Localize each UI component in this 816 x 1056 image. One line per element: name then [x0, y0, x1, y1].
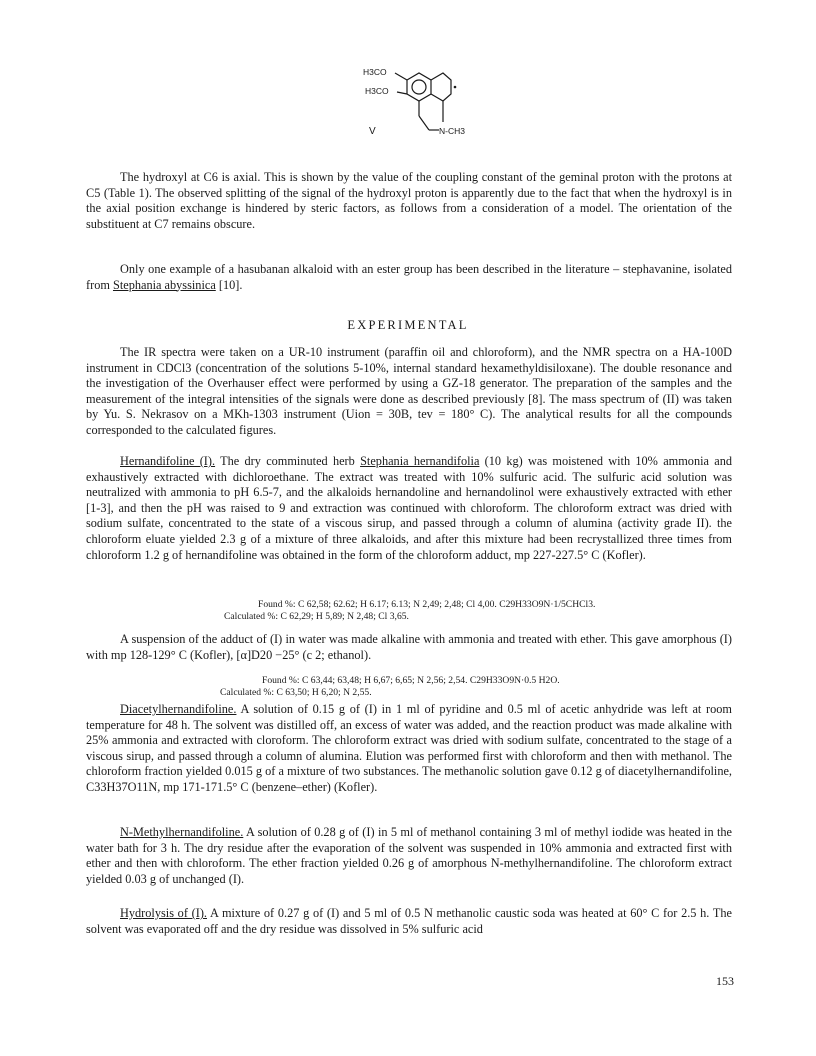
- subsection-title-hernandifoline: Hernandifoline (I).: [120, 454, 216, 468]
- paragraph-n-methyl: [86, 825, 732, 887]
- analysis-calculated-2: Calculated %: C 63,50; H 6,20; N 2,55.: [220, 687, 372, 698]
- subsection-title-diacetyl: Diacetylhernandifoline.: [120, 702, 237, 716]
- n-methyl-label: N-CH3: [439, 126, 465, 136]
- stereo-dot: [454, 86, 457, 89]
- paragraph-hydrolysis: [86, 906, 732, 937]
- page-number: 153: [716, 974, 734, 988]
- paragraph-hydrolysis-text: A mixture of 0.27 g of (I) and 5 ml of 0.5 N methanolic caustic soda was heated at 60° C for 2.5 h. The solvent was evaporated off and the dry residue was dissolved in 5% sulfuric acid: [86, 906, 732, 936]
- methoxy-label-top: H3CO: [363, 67, 387, 77]
- paragraph-hernandifoline-text-a: The dry comminuted herb: [215, 454, 361, 468]
- analysis-calculated-1: Calculated %: C 62,29; H 5,89; N 2,48; Cl 3,65.: [224, 611, 409, 622]
- paragraph-diacetyl-text: A solution of 0.15 g of (I) in 1 ml of pyridine and 0.5 ml of acetic anhydride was left at room temperature for 48 h. The solvent was distilled off, an excess of water was added, and the reaction product was made alkaline with 25% ammonia and extracted with cloroform. The chloroform extract was dried with sodium sulfate, concentrated to the stage of a viscous sirup, and passed through a column of alumina. Elution was performed first with chloroform and then with methanol. The chloroform fraction yielded 0.015 g of a mixture of two substances. The methanolic solution gave 0.12 g of diacetylhernandifoline, C33H37O11N, mp 171-171.5° C (benzene–ether) (Kofler).: [86, 702, 732, 794]
- subsection-title-n-methyl: N-Methylhernandifoline.: [120, 825, 244, 839]
- compound-label: V: [369, 126, 376, 137]
- paragraph-n-methyl-text: A solution of 0.28 g of (I) in 5 ml of methanol containing 3 ml of methyl iodide was heated in the water bath for 3 h. The dry residue after the evaporation of the solvent was suspended in 10% ammonia and extracted first with ether and then with chloroform. The ether fraction yielded 0.26 g of amorphous N-methylhernandifoline. The chloroform extract yielded 0.03 g of unchanged (I).: [86, 825, 732, 886]
- subsection-title-hydrolysis: Hydrolysis of (I).: [120, 906, 207, 920]
- paragraph-instruments: The IR spectra were taken on a UR-10 instrument (paraffin oil and chloroform), and the NMR spectra on a HA-100D instrument in CDCl3 (concentration of the solutions 5-10%, internal standard hexamethyldisiloxane). The double resonance and the investigation of the Overhauser effect were performed by using a GZ-18 generator. The preparation of the samples and the measurement of the integral intensities of the signals were done as described previously [8]. The mass spectrum of (II) was taken by Yu. S. Nekrasov on a MKh-1303 instrument (Uion = 30B, tev = 180° C). The analytical results for all the compounds corresponded to the calculated figures.: [86, 345, 732, 437]
- paragraph-diacetyl: [86, 702, 732, 796]
- methoxy-label-mid: H3CO: [365, 86, 389, 96]
- species-stephania-hernandifolia: Stephania hernandifolia: [360, 454, 480, 468]
- analysis-found-2: Found %: C 63,44; 63,48; H 6,67; 6,65; N 2,56; 2,54. C29H33O9N·0.5 H2O.: [262, 675, 560, 686]
- structure-bonds: [395, 73, 451, 130]
- reference-10: [10].: [215, 277, 243, 292]
- chemical-structure-v: [355, 58, 495, 148]
- paragraph-hernandifoline-text-b: (10 kg) was moistened with 10% ammonia and exhaustively extracted with dichloroethane. The extract was treated with 10% sulfuric acid. The sulfuric acid solution was neutralized with ammonia to pH 6.5-7, and the alkaloids hernandoline and hernandolinol were exhaustively extracted with ether [1-3], and then the pH was raised to 9 and extraction was continued with chloroform. The chloroform extract was dried with sodium sulfate, concentrated to the state of a viscous sirup, and passed through a column of alumina (activity grade II). the chloroform eluate yielded 2.3 g of a mixture of three alkaloids, and after this mixture had been recrystallized three times from chloroform 1.2 g of hernandifoline was obtained in the form of the chloroform adduct, mp 227-227.5° C (Kofler).: [86, 454, 732, 562]
- paragraph-hydroxyl: The hydroxyl at C6 is axial. This is shown by the value of the coupling constant of the geminal proton with the protons at C5 (Table 1). The observed splitting of the signal of the hydroxyl proton is apparently due to the fact that when the hydroxyl is in the axial position exchange is hindered by steric factors, as follows from a consideration of a model. The orientation of the substituent at C7 remains obscure.: [86, 170, 732, 231]
- species-stephania-abyssinica: Stephania abyssinica: [112, 277, 216, 292]
- section-heading-experimental: EXPERIMENTAL: [347, 318, 469, 332]
- paragraph-hernandifoline: [86, 454, 732, 563]
- paragraph-adduct: A suspension of the adduct of (I) in water was made alkaline with ammonia and treated with ether. This gave amorphous (I) with mp 128-129° C (Kofler), [α]D20 −25° (c 2; ethanol).: [86, 632, 732, 662]
- analysis-found-1: Found %: C 62,58; 62.62; H 6.17; 6.13; N 2,49; 2,48; Cl 4,00. C29H33O9N·1/5CHCl3.: [258, 599, 596, 610]
- paragraph-hasubanan-text: Only one example of a hasubanan alkaloid with an ester group has been described in the literature – stephavanine, isolated from: [86, 262, 732, 292]
- paragraph-hasubanan: [86, 262, 732, 293]
